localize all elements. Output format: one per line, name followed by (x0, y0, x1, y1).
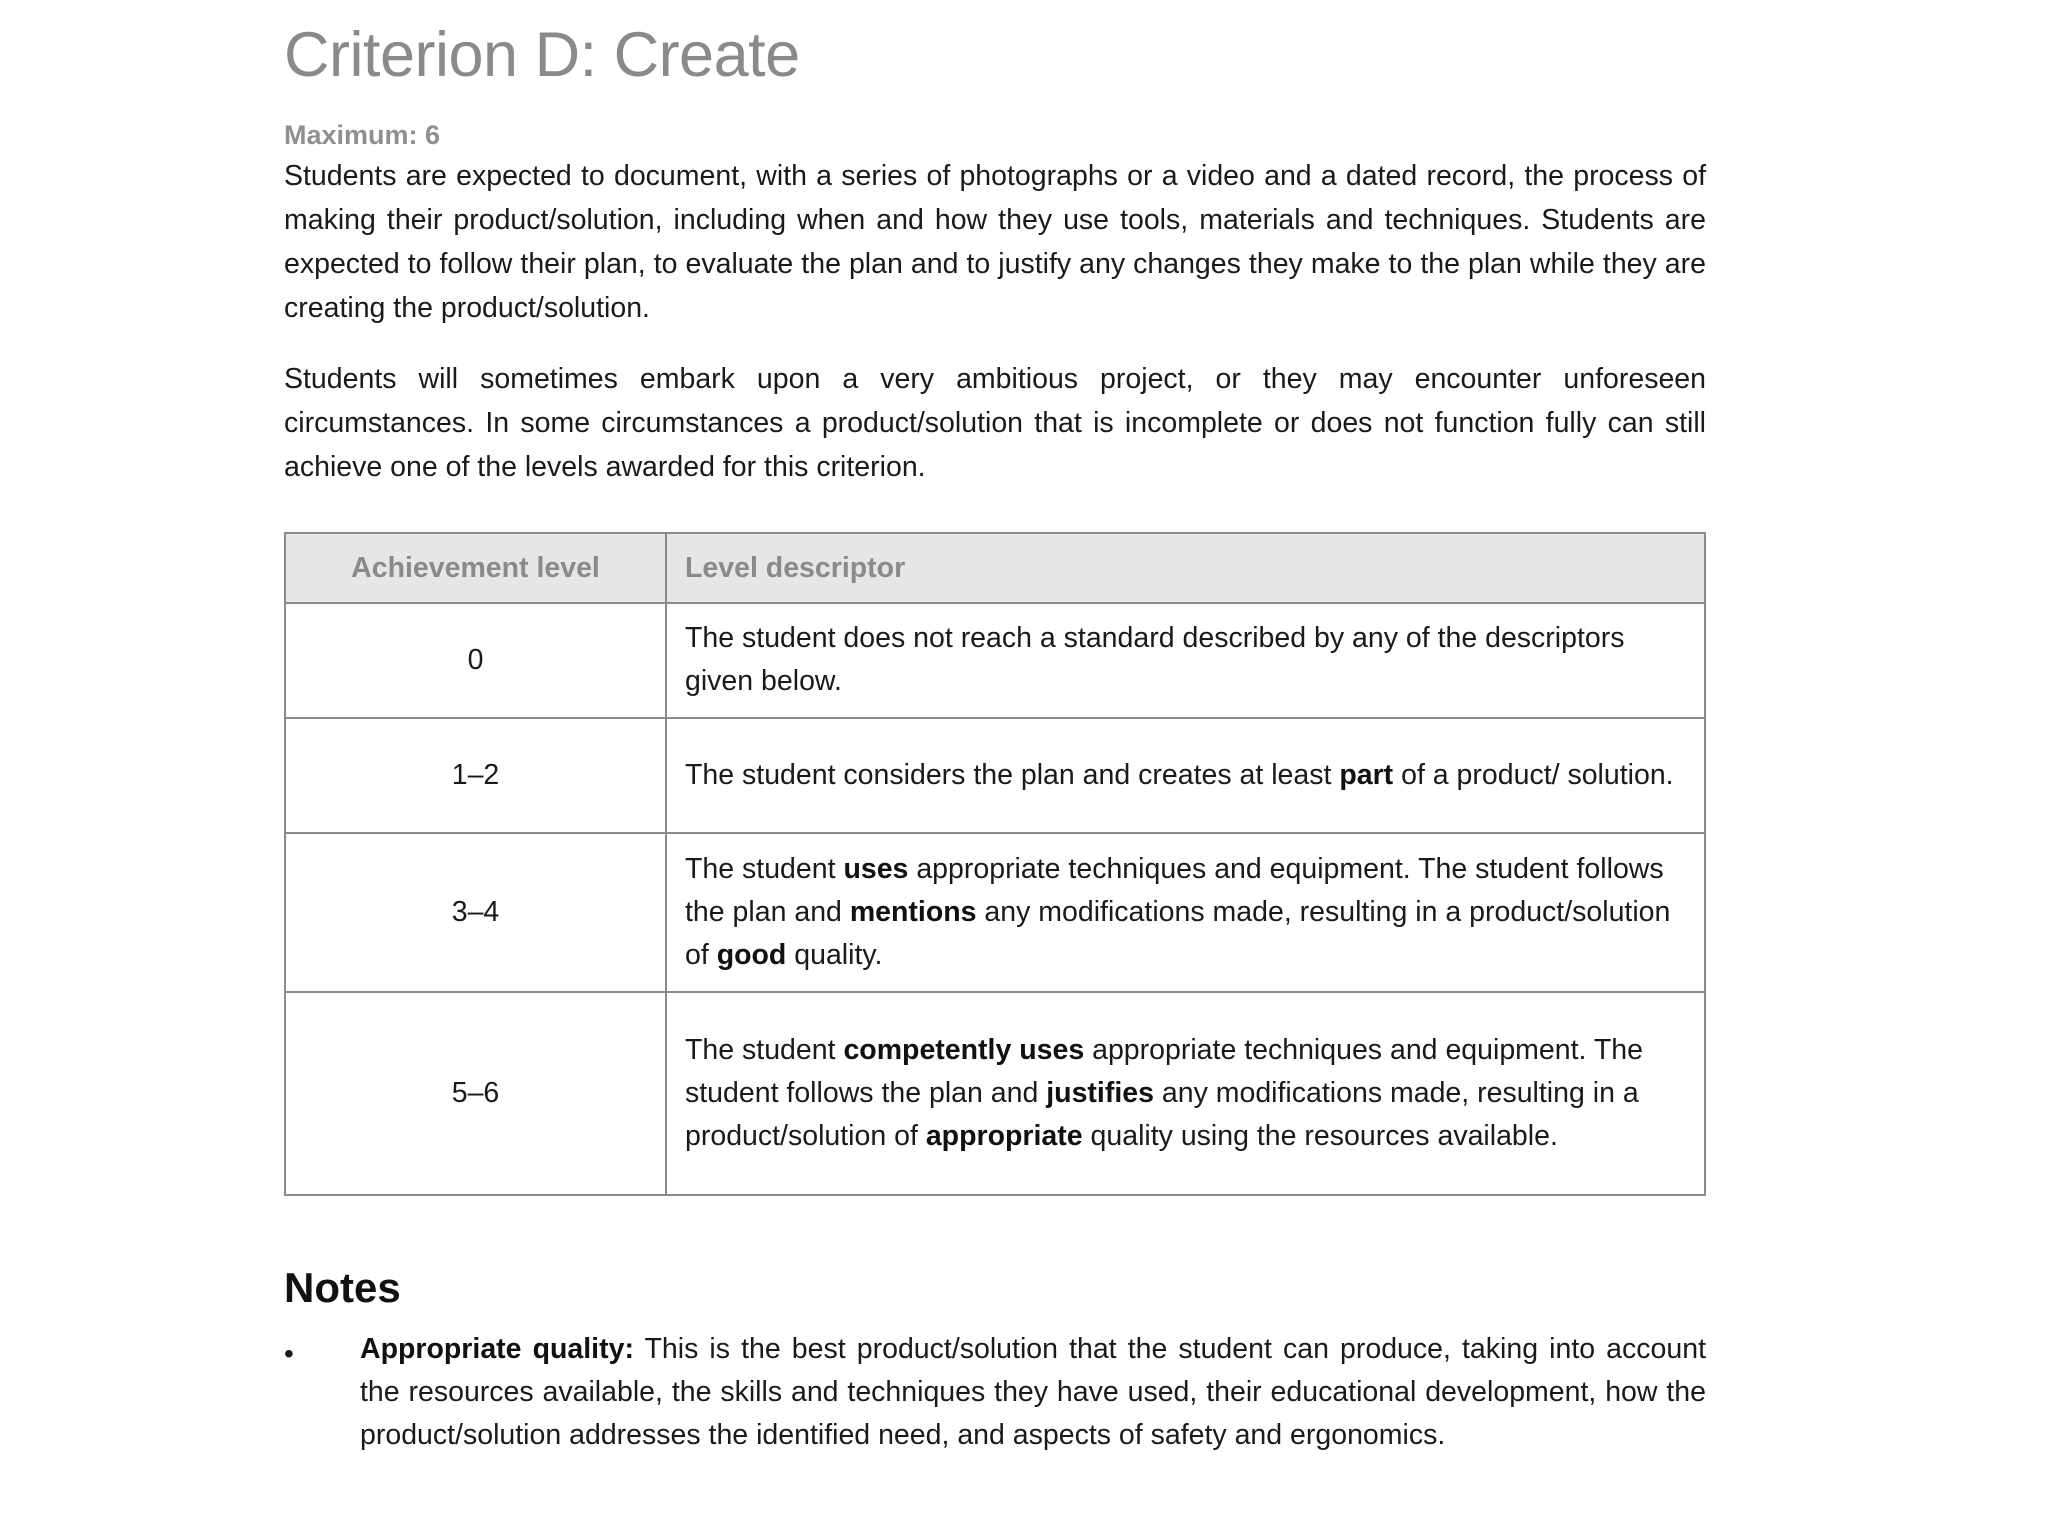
descriptor-cell (666, 603, 1705, 718)
descriptor-text: appropriate techniques and equipment. The student follows the plan and (685, 1033, 1643, 1109)
note-text: This is the best product/solution that the student can produce, taking into account the resources available, the skills and techniques they have used, their educational development, how the product/solution addresses the identified need, and aspects of safety and ergonomics. (360, 1333, 1706, 1451)
descriptor-text: The student does not reach a standard described by any of the descriptors given below. (685, 622, 1625, 697)
emphasis-text: part (1339, 758, 1394, 791)
circumstances-paragraph: Students will sometimes embark upon a very ambitious project, or they may encounter unforeseen circumstances. In some circumstances a product/solution that is incomplete or does not function fully can still achieve one of the levels awarded for this criterion. (284, 363, 1706, 483)
emphasis-text: uses (843, 852, 909, 885)
header-level-descriptor: Level descriptor (666, 533, 1705, 603)
note-term: Appropriate quality: (360, 1333, 634, 1365)
descriptor-text: any modifications made, resulting in a product/solution of (685, 1076, 1639, 1152)
level-cell: 1–2 (285, 718, 666, 833)
table-header-row (285, 533, 1705, 603)
notes-heading: Notes (284, 1264, 401, 1311)
descriptor-text: of a product/ solution. (1393, 758, 1674, 791)
note-item (360, 1328, 1706, 1457)
intro-paragraph: Students are expected to document, with a series of photographs or a video and a dated record, the process of making their product/solution, including when and how they use tools, materials and techniques. Students are expected to follow their plan, to evaluate the plan and to justify any changes they make to the plan while they are creating the product/solution. (284, 160, 1706, 324)
level-cell: 0 (285, 603, 666, 718)
table-row (285, 992, 1705, 1195)
descriptor-cell (666, 833, 1705, 992)
maximum-score: Maximum: 6 (284, 120, 441, 150)
emphasis-text: good (716, 938, 787, 971)
level-cell: 3–4 (285, 833, 666, 992)
descriptor-cell (666, 718, 1705, 833)
descriptor-text: The student (685, 1033, 844, 1066)
descriptor-cell (666, 992, 1705, 1195)
emphasis-text: justifies (1046, 1076, 1154, 1109)
bullet-icon: • (284, 1338, 294, 1369)
descriptor-text: any modifications made, resulting in a product/solution of (685, 895, 1671, 971)
emphasis-text: mentions (849, 895, 977, 928)
descriptor-text: quality using the resources available. (1082, 1119, 1558, 1152)
descriptor-text: appropriate techniques and equipment. The student follows the plan and (685, 852, 1664, 928)
achievement-table (284, 532, 1706, 1196)
table-row (285, 833, 1705, 992)
level-cell: 5–6 (285, 992, 666, 1195)
descriptor-text: The student considers the plan and creates at least (685, 758, 1340, 791)
table-row (285, 603, 1705, 718)
table-row (285, 718, 1705, 833)
emphasis-text: competently uses (843, 1033, 1085, 1066)
descriptor-text: The student (685, 852, 844, 885)
header-achievement-level: Achievement level (285, 533, 666, 603)
page-title: Criterion D: Create (284, 20, 800, 90)
emphasis-text: appropriate (925, 1119, 1083, 1152)
descriptor-text: quality. (786, 938, 883, 971)
